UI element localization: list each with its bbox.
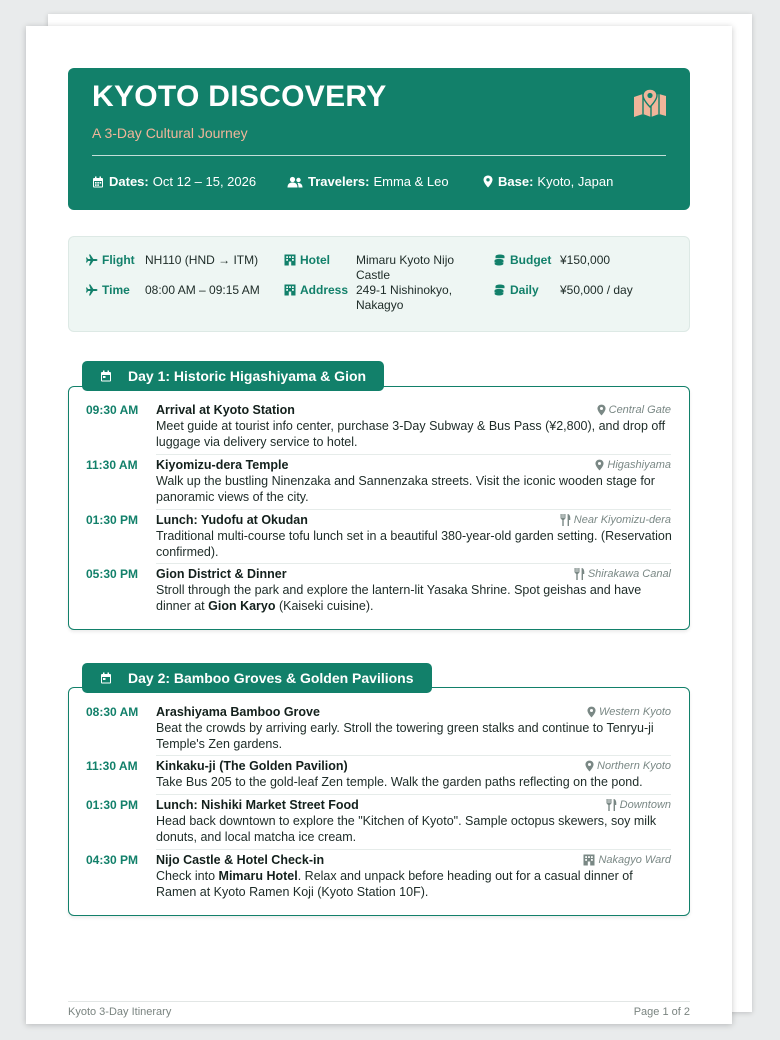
map-pin-icon <box>585 760 594 772</box>
day-1-title: Day 1: Historic Higashiyama & Gion <box>128 368 367 384</box>
event-location-text: Shirakawa Canal <box>587 568 671 580</box>
plane-icon <box>86 284 98 296</box>
event-divider <box>156 509 671 510</box>
event-name: Arrival at Kyoto Station <box>156 403 295 417</box>
event-location <box>585 760 671 772</box>
event-divider <box>156 849 671 850</box>
daily-label-wrap <box>494 283 539 297</box>
event-name: Lunch: Yudofu at Okudan <box>156 513 308 527</box>
time-label: Time <box>102 283 130 297</box>
event-divider <box>156 755 671 756</box>
event-time: 08:30 AM <box>86 705 139 719</box>
itinerary-header <box>68 68 690 210</box>
budget-value: ¥150,000 <box>560 253 611 267</box>
event-description-text: Check into <box>156 869 219 883</box>
event-name: Kinkaku-ji (The Golden Pavilion) <box>156 759 348 773</box>
calendar-icon <box>100 370 112 382</box>
budget-label: Budget <box>510 253 552 267</box>
base-label: Base: <box>498 174 534 189</box>
address-value: 249-1 Nishinokyo, Nakagyo <box>356 283 453 312</box>
event-location-text: Western Kyoto <box>599 706 671 718</box>
event-description-text: (Kaiseki cuisine). <box>275 599 374 613</box>
dates-label: Dates: <box>109 174 149 189</box>
event-location <box>583 854 671 866</box>
utensils-icon <box>560 514 571 526</box>
event-location <box>587 706 671 718</box>
dates-value: Oct 12 – 15, 2026 <box>152 174 257 189</box>
folded-map-icon <box>632 88 668 123</box>
event-divider <box>156 454 671 455</box>
event-location-text: Near Kiyomizu-dera <box>573 514 671 526</box>
event-location-text: Northern Kyoto <box>597 760 671 772</box>
travelers-value: Emma & Leo <box>373 174 449 189</box>
coins-icon <box>494 284 506 296</box>
flight-label-wrap <box>86 253 135 267</box>
event-description: Beat the crowds by arriving early. Stroll the towering green stalks and continue to Tenryu-ji Temple's Zen gardens. <box>156 721 654 751</box>
event-description <box>156 868 674 900</box>
event-time: 01:30 PM <box>86 798 139 812</box>
time-value: 08:00 AM – 09:15 AM <box>145 283 260 297</box>
event-description-text: Stroll through the park and explore the lantern-lit Yasaka Shrine. Spot geishas and have dinner at <box>156 583 642 613</box>
address-label-wrap <box>284 283 348 297</box>
calendar-icon <box>92 176 104 188</box>
utensils-icon <box>606 799 617 811</box>
map-pin-icon <box>595 459 604 471</box>
event-name: Kiyomizu-dera Temple <box>156 458 289 472</box>
time-label-wrap <box>86 283 130 297</box>
flight-value: NH110 (HND → ITM) <box>145 253 259 267</box>
daily-label: Daily <box>510 283 539 297</box>
page-footer <box>68 1001 690 1018</box>
day-2-schedule <box>68 687 690 916</box>
hotel-label-wrap <box>284 253 330 267</box>
event-divider <box>156 794 671 795</box>
event-location-text: Central Gate <box>608 404 671 416</box>
document-page <box>26 26 732 1024</box>
day-2-tab <box>82 663 432 693</box>
hotel-label: Hotel <box>300 253 330 267</box>
event-description: Walk up the bustling Ninenzaka and Sannenzaka streets. Visit the iconic wooden stage for panoramic views of the city. <box>156 474 655 504</box>
event-location <box>560 514 671 526</box>
map-pin-icon <box>483 175 493 188</box>
event-location-text: Higashiyama <box>607 459 671 471</box>
event-location <box>606 799 671 811</box>
page-number: Page 1 of 2 <box>633 1006 690 1018</box>
users-icon <box>287 176 303 188</box>
hotel-icon <box>284 254 296 266</box>
travelers-meta <box>287 174 483 189</box>
budget-label-wrap <box>494 253 551 267</box>
event-time: 05:30 PM <box>86 567 139 581</box>
footer-document-name: Kyoto 3-Day Itinerary <box>68 1006 172 1018</box>
event-description: Head back downtown to explore the "Kitchen of Kyoto". Sample octopus skewers, soy milk donuts, and local matcha ice cream. <box>156 814 657 844</box>
hotel-icon <box>583 854 595 866</box>
header-divider <box>92 155 666 156</box>
event-time: 11:30 AM <box>86 458 138 472</box>
travelers-label: Travelers: <box>308 174 370 189</box>
daily-value: ¥50,000 / day <box>560 283 633 297</box>
trip-info-card <box>68 236 690 332</box>
day-2-title: Day 2: Bamboo Groves & Golden Pavilions <box>128 670 414 686</box>
event-description <box>156 582 674 614</box>
event-description: Take Bus 205 to the gold-leaf Zen temple. Walk the garden paths reflecting on the pond. <box>156 775 643 789</box>
coins-icon <box>494 254 506 266</box>
base-meta <box>483 174 613 189</box>
event-description: Meet guide at tourist info center, purchase 3-Day Subway & Bus Pass (¥2,800), and drop off luggage via delivery service to hotel. <box>156 419 666 449</box>
map-pin-icon <box>597 404 606 416</box>
event-location <box>574 568 671 580</box>
event-name: Arashiyama Bamboo Grove <box>156 705 320 719</box>
restaurant-name: Gion Karyo <box>208 599 276 613</box>
trip-meta <box>92 174 613 189</box>
event-description: Traditional multi-course tofu lunch set in a beautiful 380-year-old garden setting. (Reservation confirmed). <box>156 529 672 559</box>
base-value: Kyoto, Japan <box>537 174 614 189</box>
event-description-text: . Relax and unpack before heading out for a casual dinner of Ramen at Kyoto Ramen Koji (Kyoto Station 10F). <box>156 869 633 899</box>
event-time: 09:30 AM <box>86 403 139 417</box>
event-location-text: Nakagyo Ward <box>598 854 671 866</box>
utensils-icon <box>574 568 585 580</box>
hotel-value: Mimaru Kyoto Nijo Castle <box>356 253 455 282</box>
event-location <box>595 459 671 471</box>
day-1-schedule <box>68 386 690 630</box>
page-subtitle: A 3-Day Cultural Journey <box>92 125 248 141</box>
calendar-icon <box>100 672 112 684</box>
event-divider <box>156 563 671 564</box>
event-name: Lunch: Nishiki Market Street Food <box>156 798 359 812</box>
event-location <box>597 404 671 416</box>
event-name: Gion District & Dinner <box>156 567 287 581</box>
dates-meta <box>92 174 287 189</box>
page-title: KYOTO DISCOVERY <box>92 80 387 113</box>
day-1-tab <box>82 361 384 391</box>
hotel-icon <box>284 284 296 296</box>
map-pin-icon <box>587 706 596 718</box>
address-label: Address <box>300 283 349 297</box>
flight-label: Flight <box>102 253 135 267</box>
plane-icon <box>86 254 98 266</box>
event-time: 04:30 PM <box>86 853 139 867</box>
event-time: 11:30 AM <box>86 759 138 773</box>
event-name: Nijo Castle & Hotel Check-in <box>156 853 325 867</box>
event-location-text: Downtown <box>619 799 671 811</box>
hotel-name: Mimaru Hotel <box>218 869 298 883</box>
event-time: 01:30 PM <box>86 513 139 527</box>
